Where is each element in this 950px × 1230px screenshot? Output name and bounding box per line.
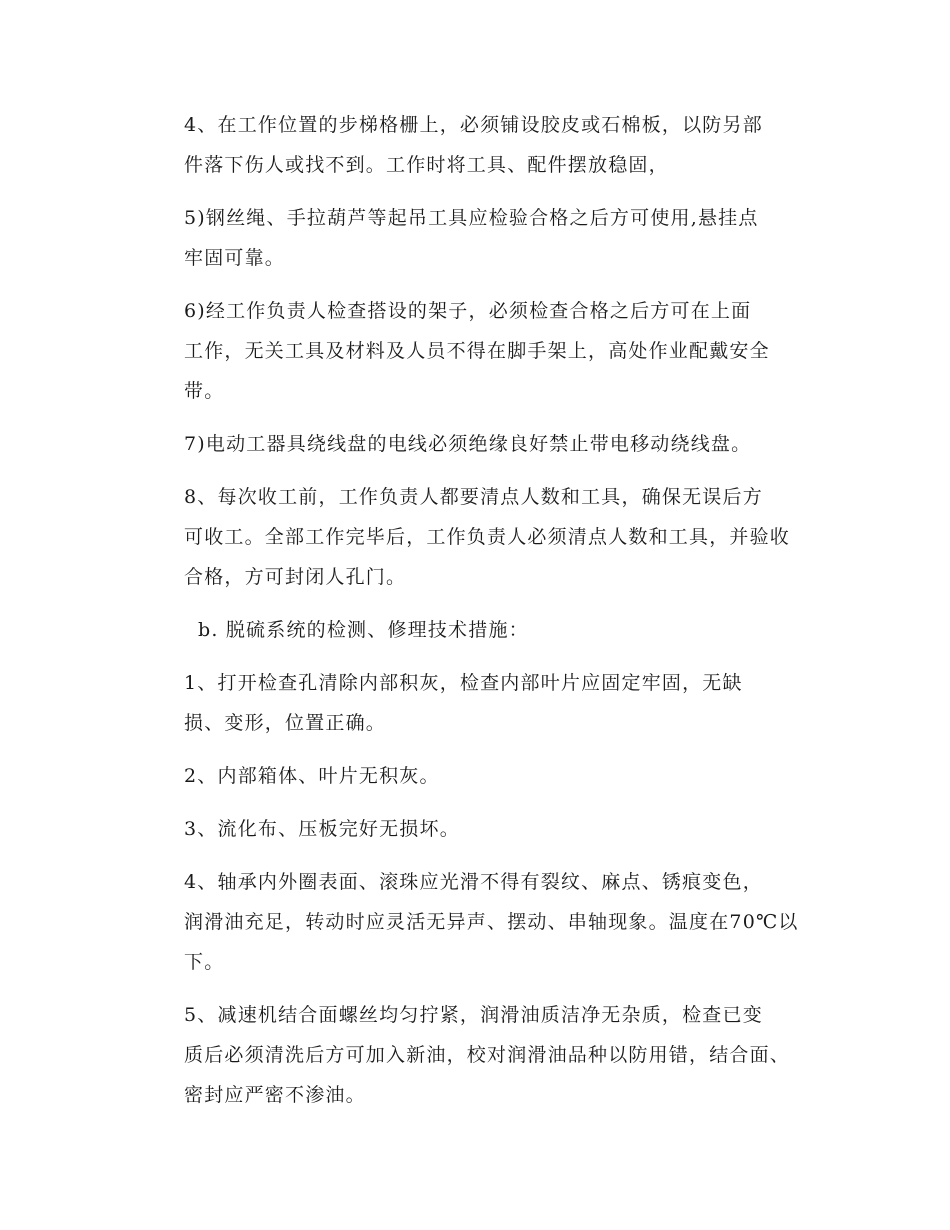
paragraph-step-4-bearing: [140, 862, 810, 982]
text-line: 5、减速机结合面螺丝均匀拧紧，润滑油质洁净无杂质，检查已变: [184, 1004, 763, 1026]
paragraph-item-8-work-end: [140, 477, 810, 597]
text-line: 4、在工作位置的步梯格栅上，必须铺设胶皮或石棉板，以防另部: [184, 114, 763, 136]
text-line: 3、流化布、压板完好无损坏。: [184, 818, 460, 840]
text-line: 牢固可靠。: [184, 247, 286, 269]
paragraph-item-5-lifting-tools: [140, 198, 810, 278]
text-line: 润滑油充足，转动时应灵活无异声、摆动、串轴现象。温度在70℃以: [184, 911, 799, 933]
text-line: 工作，无关工具及材料及人员不得在脚手架上，高处作业配戴安全: [184, 340, 770, 362]
paragraph-item-4-platform: [140, 105, 810, 185]
text-line: 7)电动工器具绕线盘的电线必须绝缘良好禁止带电移动绕线盘。: [184, 433, 752, 455]
text-line: 件落下伤人或找不到。工作时将工具、配件摆放稳固，: [184, 154, 669, 176]
text-line: 密封应严密不渗油。: [184, 1084, 366, 1106]
text-line: 下。: [184, 951, 225, 973]
text-line: 4、轴承内外圈表面、滚珠应光滑不得有裂纹、麻点、锈痕变色，: [184, 871, 763, 893]
paragraph-step-5-reducer: [140, 995, 810, 1115]
text-line: 1、打开检查孔清除内部积灰，检查内部叶片应固定牢固，无缺: [184, 672, 743, 694]
paragraph-step-3-fluidizing-cloth: [140, 809, 810, 849]
text-line: 8、每次收工前，工作负责人都要清点人数和工具，确保无误后方: [184, 486, 763, 508]
text-line: 2、内部箱体、叶片无积灰。: [184, 765, 440, 787]
text-line: 合格，方可封闭人孔门。: [184, 566, 407, 588]
text-line: 质后必须清洗后方可加入新油，校对润滑油品种以防用错，结合面、: [184, 1044, 791, 1066]
paragraph-item-7-power-tools: [140, 424, 810, 464]
text-line: b. 脱硫系统的检测、修理技术措施：: [198, 619, 529, 641]
paragraph-step-2-box-blades: [140, 756, 810, 796]
text-line: 5)钢丝绳、手拉葫芦等起吊工具应检验合格之后方可使用,悬挂点: [184, 207, 759, 229]
text-line: 可收工。全部工作完毕后，工作负责人必须清点人数和工具，并验收: [184, 526, 791, 548]
section-heading-desulfurization: [140, 610, 810, 650]
paragraph-step-1-inspection-hole: [140, 663, 810, 743]
text-line: 6)经工作负责人检查搭设的架子，必须检查合格之后方可在上面: [184, 300, 752, 322]
paragraph-item-6-scaffold: [140, 291, 810, 411]
text-line: 损、变形，位置正确。: [184, 712, 387, 734]
document-body: [140, 105, 810, 1128]
text-line: 带。: [184, 380, 225, 402]
